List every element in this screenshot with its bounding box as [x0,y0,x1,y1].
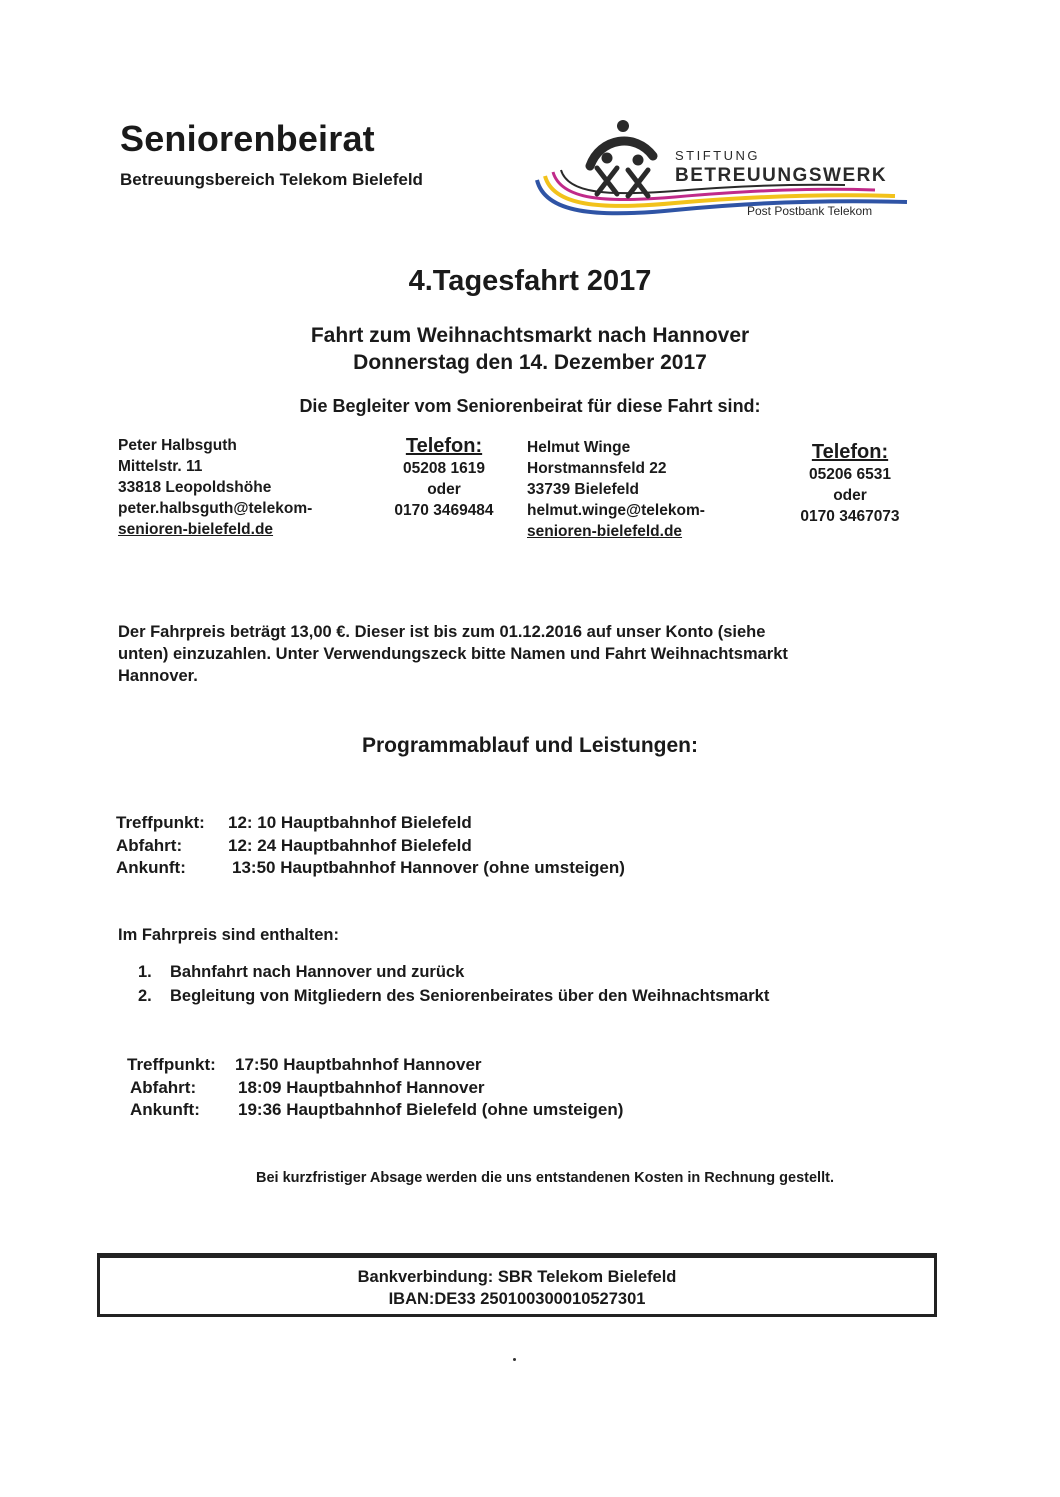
phone-number: 05206 6531 [809,466,891,483]
org-subtitle: Betreuungsbereich Telekom Bielefeld [120,170,423,189]
included-list [138,960,769,1008]
event-subtitle-line1: Fahrt zum Weihnachtsmarkt nach Hannover [310,324,750,347]
phone-label: Telefon: [405,435,483,457]
return-schedule [127,1054,623,1122]
phone-or: oder [427,481,461,498]
companion-email-line2[interactable]: senioren-bielefeld.de [118,521,274,538]
companion-email-line1[interactable]: helmut.winge@telekom- [527,502,705,519]
bank-iban: IBAN:DE33 250100300010527301 [388,1290,646,1308]
phone-number: 05208 1619 [403,460,485,477]
schedule-row: Treffpunkt: 17:50 Hauptbahnhof Hannover [127,1055,482,1074]
logo-stiftung-text: STIFTUNG [675,148,760,163]
companion-city: 33739 Bielefeld [527,481,640,498]
companion-phone-1 [372,434,516,521]
companion-name: Peter Halbsguth [118,437,237,454]
list-item: 2. Begleitung von Mitgliedern des Seniorenbeirates über den Weihnachtsmarkt [138,987,770,1005]
companion-email-line2[interactable]: senioren-bielefeld.de [527,523,683,540]
stiftung-logo [535,118,910,223]
outbound-schedule [116,812,625,880]
schedule-row: Ankunft: 13:50 Hauptbahnhof Hannover (ohne umsteigen) [116,858,625,877]
companions-intro: Die Begleiter vom Seniorenbeirat für diese Fahrt sind: [299,396,761,416]
list-item: 1. Bahnfahrt nach Hannover und zurück [138,963,465,981]
logo-name-text: BETREUUNGSWERK [675,165,888,186]
schedule-row: Ankunft: 19:36 Hauptbahnhof Bielefeld (ohne umsteigen) [130,1100,624,1119]
phone-label: Telefon: [811,441,889,463]
program-title: Programmablauf und Leistungen: [361,734,699,757]
schedule-row: Treffpunkt: 12: 10 Hauptbahnhof Bielefeld [116,813,472,832]
schedule-row: Abfahrt: 18:09 Hauptbahnhof Hannover [130,1077,485,1097]
bank-details-box [97,1253,937,1317]
phone-or: oder [833,487,867,504]
event-subtitle [0,322,1060,376]
companion-street: Mittelstr. 11 [118,458,203,475]
companion-street: Horstmannsfeld 22 [527,460,667,477]
price-line: Hannover. [118,667,198,685]
scan-speck [513,1358,516,1361]
logo-tagline: Post Postbank Telekom [747,204,873,218]
phone-mobile: 0170 3467073 [800,508,900,525]
bank-connection: Bankverbindung: SBR Telekom Bielefeld [357,1268,677,1286]
org-title: Seniorenbeirat [120,118,375,159]
included-intro: Im Fahrpreis sind enthalten: [118,926,339,944]
companion-contact-2 [527,437,705,542]
companion-name: Helmut Winge [527,439,631,456]
price-line: unten) einzuzahlen. Unter Verwendungszeck bitte Namen und Fahrt Weihnachtsmarkt [118,645,788,663]
price-line: Der Fahrpreis beträgt 13,00 €. Dieser ist bis zum 01.12.2016 auf unser Konto (siehe [118,623,766,641]
schedule-row: Abfahrt: 12: 24 Hauptbahnhof Bielefeld [116,835,472,855]
companion-city: 33818 Leopoldshöhe [118,479,272,496]
price-paragraph [118,621,948,687]
event-subtitle-line2: Donnerstag den 14. Dezember 2017 [353,351,707,374]
page-title: 4.Tagesfahrt 2017 [408,265,652,297]
cancellation-note: Bei kurzfristiger Absage werden die uns entstandenen Kosten in Rechnung gestellt. [256,1170,834,1186]
phone-mobile: 0170 3469484 [394,502,494,519]
companion-email-line1[interactable]: peter.halbsguth@telekom- [118,500,313,517]
companion-contact-1 [118,435,312,540]
companion-phone-2 [778,440,922,527]
